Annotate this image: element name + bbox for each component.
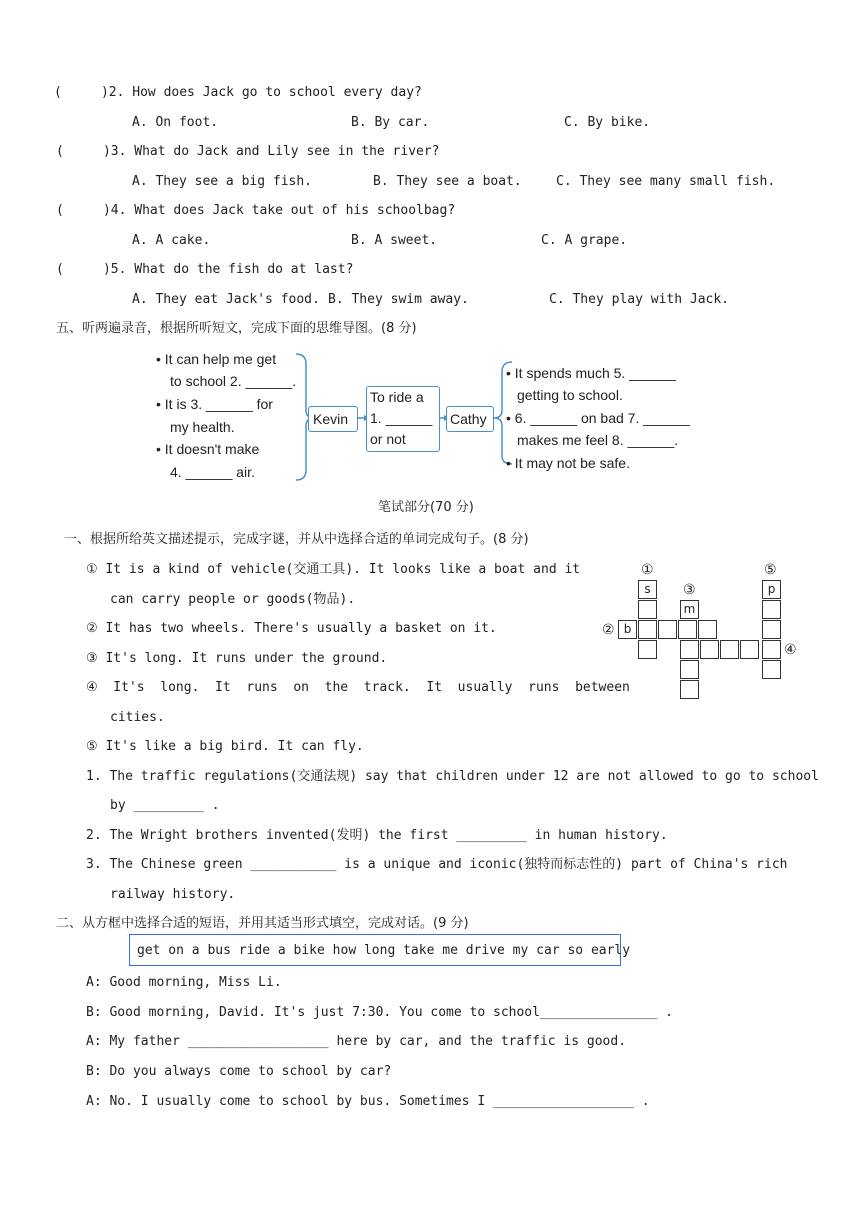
- mind-map-center-box: [366, 386, 440, 452]
- crossword-cell[interactable]: [698, 620, 717, 639]
- crossword-cell[interactable]: s: [638, 580, 657, 599]
- part-2-title: 二、从方框中选择合适的短语，并用其适当形式填空，完成对话。(9 分): [56, 916, 469, 931]
- mind-map-left-line-4: my health.: [170, 419, 235, 435]
- clue-5: ⑤ It's like a big bird. It can fly.: [86, 739, 364, 754]
- question-3-option-b: B. They see a boat.: [373, 174, 522, 189]
- clue-2: ② It has two wheels. There's usually a basket on it.: [86, 621, 497, 636]
- crossword-cell[interactable]: [678, 620, 697, 639]
- mind-map-left-line-2: to school 2. ______.: [170, 373, 297, 389]
- question-3-stem: ( )3. What do Jack and Lily see in the river?: [56, 144, 440, 159]
- mind-map-kevin-box: [308, 406, 358, 432]
- mind-map-center-line-3: or not: [370, 431, 406, 447]
- mind-map-kevin-label: Kevin: [313, 411, 349, 427]
- crossword-cell[interactable]: [638, 600, 657, 619]
- clue-1: ① It is a kind of vehicle(交通工具). It looks like a boat and it: [86, 562, 581, 577]
- crossword-number-2: ②: [602, 622, 615, 638]
- crossword-cell[interactable]: [658, 620, 677, 639]
- crossword-cell[interactable]: [762, 620, 781, 639]
- crossword-cell[interactable]: p: [762, 580, 781, 599]
- dialog-line-2: B: Good morning, David. It's just 7:30. You come to school_______________ .: [86, 1005, 673, 1020]
- crossword-cell[interactable]: [638, 640, 657, 659]
- sentence-1: 1. The traffic regulations(交通法规) say that children under 12 are not allowed to go to school: [86, 769, 819, 784]
- question-2-stem: ( )2. How does Jack go to school every day?: [54, 85, 422, 100]
- crossword-puzzle: [598, 560, 808, 702]
- crossword-cell[interactable]: [720, 640, 739, 659]
- clue-1-continued: can carry people or goods(物品).: [110, 592, 356, 607]
- part-1-title: 一、根据所给英文描述提示，完成字谜，并从中选择合适的单词完成句子。(8 分): [64, 532, 529, 547]
- crossword-cell[interactable]: m: [680, 600, 699, 619]
- crossword-number-5: ⑤: [764, 562, 777, 578]
- question-4-option-a: A. A cake.: [132, 233, 211, 248]
- sentence-2: 2. The Wright brothers invented(发明) the first _________ in human history.: [86, 828, 668, 843]
- mind-map-right-line-2: getting to school.: [517, 387, 623, 403]
- crossword-cell[interactable]: [762, 640, 781, 659]
- written-part-title: 笔试部分(70 分): [378, 500, 474, 515]
- mind-map-center-line-1: To ride a: [370, 389, 424, 405]
- dialog-line-4: B: Do you always come to school by car?: [86, 1064, 392, 1079]
- question-4-option-c: C. A grape.: [541, 233, 628, 248]
- mind-map-cathy-label: Cathy: [450, 411, 487, 427]
- crossword-cell[interactable]: [762, 600, 781, 619]
- crossword-cell[interactable]: [762, 660, 781, 679]
- question-3-option-c: C. They see many small fish.: [556, 174, 776, 189]
- crossword-cell[interactable]: [740, 640, 759, 659]
- clue-4: ④ It's long. It runs on the track. It usually runs between: [86, 680, 630, 695]
- clue-3: ③ It's long. It runs under the ground.: [86, 651, 388, 666]
- question-2-option-c: C. By bike.: [564, 115, 651, 130]
- question-5-option-b: B. They swim away.: [328, 292, 469, 307]
- crossword-cell[interactable]: [700, 640, 719, 659]
- mind-map-right-line-5: • It may not be safe.: [506, 455, 630, 471]
- section-5-title: 五、听两遍录音，根据所听短文，完成下面的思维导图。(8 分): [56, 321, 417, 336]
- question-4-option-b: B. A sweet.: [351, 233, 438, 248]
- crossword-number-3: ③: [683, 582, 696, 598]
- word-bank-text: get on a bus ride a bike how long take me drive my car so early: [137, 943, 631, 958]
- dialog-line-5: A: No. I usually come to school by bus. Sometimes I __________________ .: [86, 1094, 650, 1109]
- sentence-1-continued: by _________ .: [110, 798, 220, 813]
- mind-map-right-line-4: makes me feel 8. ______.: [517, 432, 679, 448]
- question-5-stem: ( )5. What do the fish do at last?: [56, 262, 354, 277]
- clue-4-continued: cities.: [110, 710, 165, 725]
- crossword-cell[interactable]: b: [618, 620, 637, 639]
- mind-map-right-line-3: • 6. ______ on bad 7. ______: [506, 410, 690, 426]
- question-3-option-a: A. They see a big fish.: [132, 174, 313, 189]
- sentence-3: 3. The Chinese green ___________ is a unique and iconic(独特而标志性的) part of China's rich: [86, 857, 788, 872]
- crossword-cell[interactable]: [680, 640, 699, 659]
- question-5-option-c: C. They play with Jack.: [549, 292, 730, 307]
- mind-map-right-line-1: • It spends much 5. ______: [506, 365, 676, 381]
- mind-map: [150, 346, 700, 486]
- word-bank-box: [129, 934, 631, 966]
- dialog-line-1: A: Good morning, Miss Li.: [86, 975, 282, 990]
- crossword-cell[interactable]: [680, 660, 699, 679]
- question-2-option-a: A. On foot.: [132, 115, 219, 130]
- mind-map-left-line-3: • It is 3. ______ for: [156, 396, 273, 412]
- crossword-number-1: ①: [641, 562, 654, 578]
- question-2-option-b: B. By car.: [351, 115, 430, 130]
- sentence-3-continued: railway history.: [110, 887, 236, 902]
- mind-map-left-line-1: • It can help me get: [156, 351, 277, 367]
- question-5-option-a: A. They eat Jack's food.: [132, 292, 320, 307]
- mind-map-center-line-2: 1. ______: [370, 410, 433, 426]
- crossword-number-4: ④: [784, 642, 797, 658]
- question-4-stem: ( )4. What does Jack take out of his schoolbag?: [56, 203, 456, 218]
- dialog-line-3: A: My father __________________ here by car, and the traffic is good.: [86, 1034, 627, 1049]
- crossword-cell[interactable]: [680, 680, 699, 699]
- mind-map-left-line-6: 4. ______ air.: [170, 464, 255, 480]
- mind-map-left-line-5: • It doesn't make: [156, 441, 260, 457]
- mind-map-cathy-box: [446, 406, 494, 432]
- crossword-cell[interactable]: [638, 620, 657, 639]
